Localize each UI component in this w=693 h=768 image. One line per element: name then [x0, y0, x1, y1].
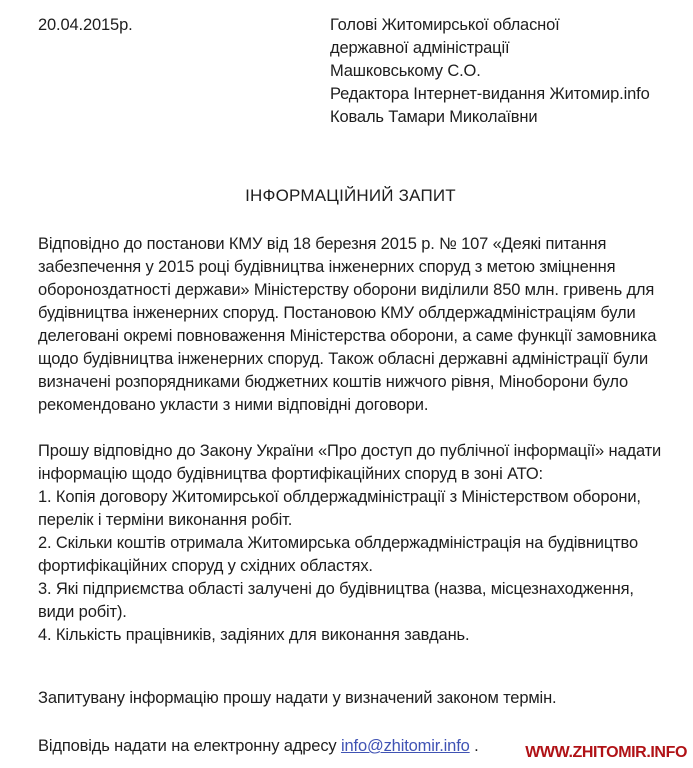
site-watermark: WWW.ZHITOMIR.INFO: [525, 744, 687, 761]
request-section: [38, 440, 663, 647]
recipient-line: Коваль Тамари Миколаївни: [330, 108, 538, 126]
paragraph-legal-basis: Відповідно до постанови КМУ від 18 березня 2015 р. № 107 «Деякі питання забезпечення у 2015 році будівництва інженерних споруд з метою зміцнення обороноздатності держави» Міністерству оборони виділили 850 млн. гривень для будівництва інженерних споруд. Постановою КМУ облдержадміністраціям були делеговані окремі повноваження Міністерства оборони, а саме функції замовника щодо будівництва інженерних споруд. Також обласні державні адміністрації були визначені розпорядниками бюджетних коштів нижчого рівня, Міноборони було рекомендовано укласти з ними відповідні договори.: [38, 235, 657, 414]
reply-text-prefix: Відповідь надати на електронну адресу: [38, 737, 341, 755]
reply-text-suffix: .: [469, 737, 479, 755]
request-item: 2. Скільки коштів отримала Житомирська облдержадміністрація на будівництво фортифікаційних споруд у східних областях.: [38, 534, 639, 575]
recipient-line: Машковському С.О.: [330, 62, 481, 80]
email-link[interactable]: info@zhitomir.info: [340, 737, 470, 755]
paragraph-request-intro: Прошу відповідно до Закону України «Про доступ до публічної інформації» надати інформацію щодо будівництва фортифікаційних споруд в зоні АТО:: [38, 442, 662, 483]
recipient-line: державної адміністрації: [330, 39, 510, 57]
request-item: 4. Кількість працівників, задіяних для виконання завдань.: [38, 626, 470, 644]
document-title: ІНФОРМАЦІЙНИЙ ЗАПИТ: [245, 186, 456, 205]
recipient-block: [330, 14, 650, 129]
letter-date: 20.04.2015р.: [38, 16, 133, 34]
recipient-line: Редактора Інтернет-видання Житомир.info: [330, 85, 650, 103]
request-item: 3. Які підприємства області залучені до будівництва (назва, місцезнаходження, види робіт).: [38, 580, 634, 621]
deadline-note: Запитувану інформацію прошу надати у визначений законом термін.: [38, 689, 557, 707]
request-item: 1. Копія договору Житомирської облдержадміністрації з Міністерством оборони, перелік і терміни виконання робіт.: [38, 488, 641, 529]
letter-header: [38, 14, 663, 129]
recipient-line: Голові Житомирської обласної: [330, 16, 560, 34]
